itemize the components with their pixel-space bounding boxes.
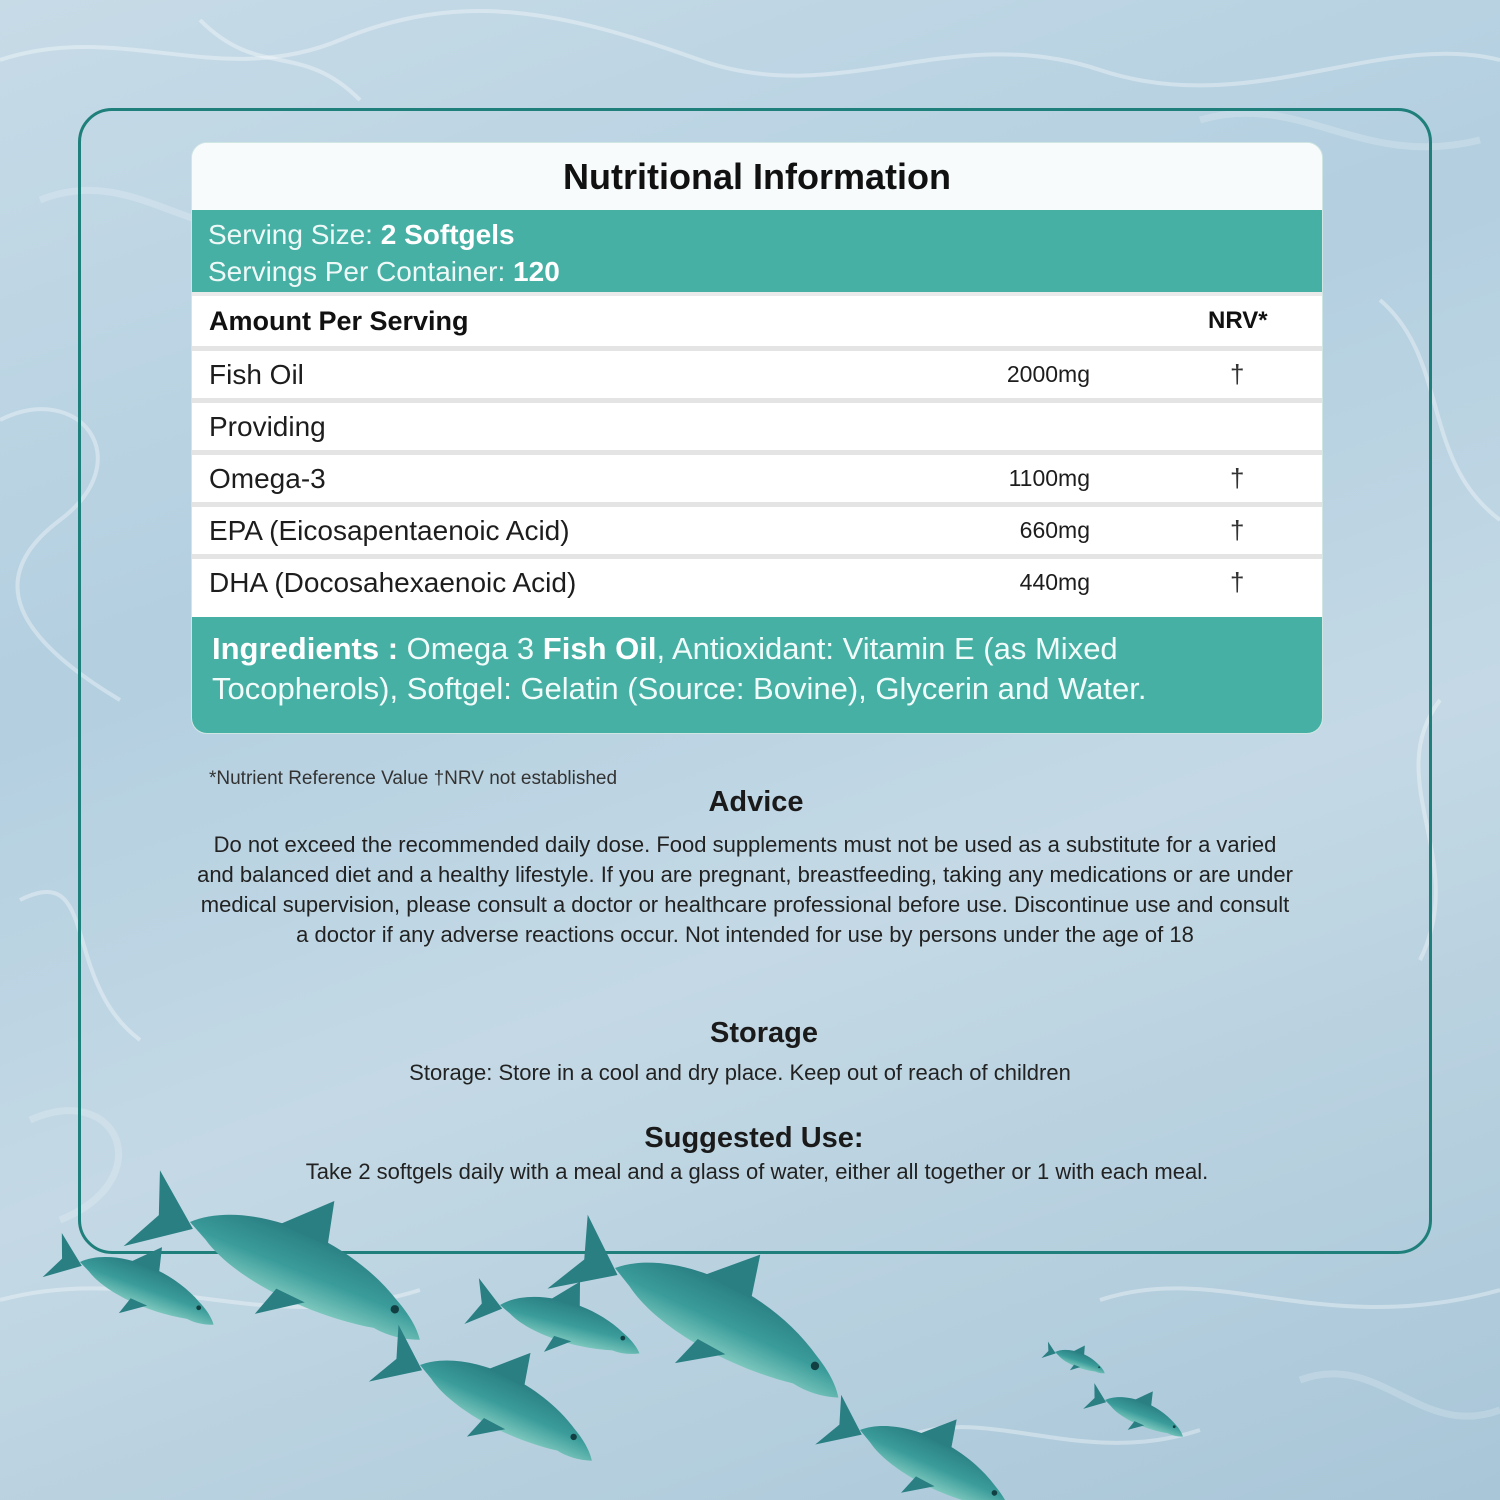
nutrient-amount: 2000mg — [1006, 361, 1090, 387]
servings-per-container — [208, 253, 1306, 290]
table-row — [192, 554, 1322, 606]
ingredients-bold: Fish Oil — [542, 631, 657, 666]
panel-title: Nutritional Information — [192, 143, 1322, 210]
ingredients-part2: , Antioxidant: Vitamin E (as Mixed Tocopherols), Softgel: Gelatin (Source: Bovine), Glycerin and Water. — [212, 631, 1147, 706]
fish-icon — [542, 1179, 880, 1432]
advice-title: Advice — [708, 786, 804, 818]
table-row — [192, 346, 1322, 398]
servings-per-container-value: 120 — [513, 256, 560, 287]
table-header-row — [192, 292, 1322, 346]
serving-info — [192, 210, 1322, 292]
nutrient-name: Fish Oil — [209, 358, 304, 390]
nutrient-amount: 660mg — [1019, 517, 1090, 543]
nutrient-amount: 440mg — [1019, 569, 1090, 595]
storage-body: Storage: Store in a cool and dry place. Keep out of reach of children — [409, 1060, 1071, 1085]
suggested-use-body: Take 2 softgels daily with a meal and a glass of water, either all together or 1 with each meal. — [305, 1159, 1209, 1184]
fish-icon — [1041, 1334, 1111, 1381]
nutrition-panel — [191, 142, 1323, 734]
suggested-use-title: Suggested Use: — [644, 1122, 864, 1154]
nrv-footnote: *Nutrient Reference Value †NRV not established — [209, 768, 618, 789]
nutrient-name: EPA (Eicosapentaenoic Acid) — [209, 514, 570, 546]
nutrient-nrv: † — [1230, 567, 1245, 597]
nutrient-nrv: † — [1230, 359, 1245, 389]
ingredients-part1: Omega 3 — [406, 631, 535, 666]
header-nrv: NRV* — [1208, 307, 1268, 334]
ingredients-band — [192, 617, 1322, 734]
fish-school-illustration — [0, 1160, 1500, 1500]
header-amount: Amount Per Serving — [209, 305, 469, 336]
nutrient-nrv: † — [1230, 463, 1245, 493]
advice-body: Do not exceed the recommended daily dose. Food supplements must not be used as a substitute for a varied and balanced diet and a healthy lifestyle. If you are pregnant, breastfeeding, taking any medications or are under medical supervision, please consult a doctor or healthcare professional before use. Discontinue use and consult a doctor if any adverse reactions occur. Not intended for use by persons under the age of 18 — [197, 832, 1293, 947]
table-row — [192, 398, 1322, 450]
nutrient-name: Providing — [209, 410, 326, 442]
nutrient-nrv: † — [1230, 515, 1245, 545]
fish-icon — [1082, 1371, 1194, 1448]
servings-per-container-label: Servings Per Container: — [208, 256, 506, 287]
ingredients-label: Ingredients : — [212, 631, 399, 666]
serving-size — [208, 216, 1306, 253]
fish-icon — [812, 1371, 1037, 1500]
nutrient-name: Omega-3 — [209, 462, 326, 494]
table-row — [192, 502, 1322, 554]
serving-size-value: 2 Softgels — [380, 219, 515, 250]
nutrient-amount: 1100mg — [1008, 465, 1090, 491]
storage-title: Storage — [710, 1017, 818, 1049]
serving-size-label: Serving Size: — [208, 219, 373, 250]
nutrient-name: DHA (Docosahexaenoic Acid) — [209, 566, 577, 598]
table-row — [192, 450, 1322, 502]
